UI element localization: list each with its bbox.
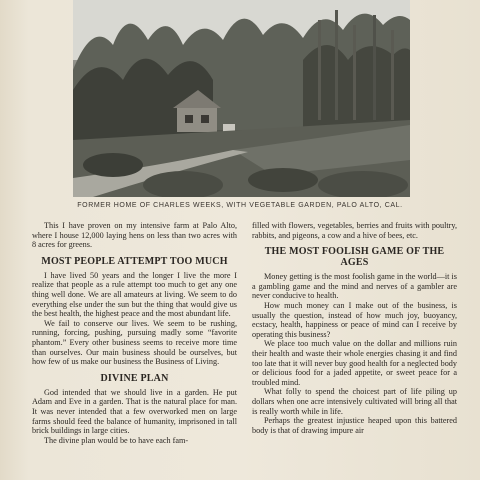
section-heading-foolish-game: THE MOST FOOLISH GAME OF THE AGES — [264, 246, 445, 269]
paragraph: What folly to spend the choicest part of life piling up dollars when one acre intensively cultivated will bring all that is really worth while in life. — [252, 387, 457, 416]
garden-photo-illustration — [73, 0, 410, 197]
garden-photo — [73, 0, 410, 197]
section-heading-attempt-too-much: MOST PEOPLE ATTEMPT TOO MUCH — [41, 255, 228, 267]
continued-paragraph: filled with flowers, vegetables, berries and fruits with poultry, rabbits, and pigeons, a cow and a hive of bees, etc. — [252, 221, 457, 240]
photo-caption: FORMER HOME OF CHARLES WEEKS, WITH VEGETABLE GARDEN, PALO ALTO, CAL. — [77, 202, 403, 209]
right-column — [252, 221, 457, 435]
paragraph: How much money can I make out of the business, is usually the question, instead of how much joy, buoyancy, ecstacy, health, happiness or peace of mind can I receive by operating this business? — [252, 300, 457, 339]
paragraph: Perhaps the greatest injustice heaped upon this battered body is that of drawing impure air — [252, 416, 457, 435]
paragraph: Money getting is the most foolish game in the world—it is a gambling game and the mind and nerves of a gambler are never conducive to health. — [252, 272, 457, 301]
paragraph: God intended that we should live in a garden. He put Adam and Eve in a garden. That is the natural place for man. It was never intended that a few overworked men on large farms should feed the balance of humanity, imprisoned in tall brick buildings in large cities. — [32, 387, 237, 436]
intro-paragraph: This I have proven on my intensive farm at Palo Alto, where I house 12,000 laying hens on less than two acres with 8 acres for greens. — [32, 221, 237, 250]
paragraph: We place too much value on the dollar and millions ruin their health and waste their whole energies chasing it and find too late that it will never buy good health for a neglected body or delicious food for a jaded appetite, or sweet peace for a troubled mind. — [252, 339, 457, 387]
paragraph: We fail to conserve our lives. We seem to be rushing, running, forcing, pushing, pursuing madly some “favorite phantom.” Every other business seems to receive more time than ourselves. Our main business should be ourselves, but how few of us make our business the Business of Living. — [32, 318, 237, 367]
paragraph: The divine plan would be to have each fam- — [44, 435, 189, 445]
left-column — [32, 221, 237, 445]
section-heading-divine-plan: DIVINE PLAN — [100, 372, 169, 384]
paragraph: I have lived 50 years and the longer I live the more I realize that people as a rule attempt too much to get any one thing well done. We are all amateurs at living. We seem to do everything else under the sun but the thing that would give us the best health, the highest peace and the most abundant life. — [32, 270, 237, 319]
